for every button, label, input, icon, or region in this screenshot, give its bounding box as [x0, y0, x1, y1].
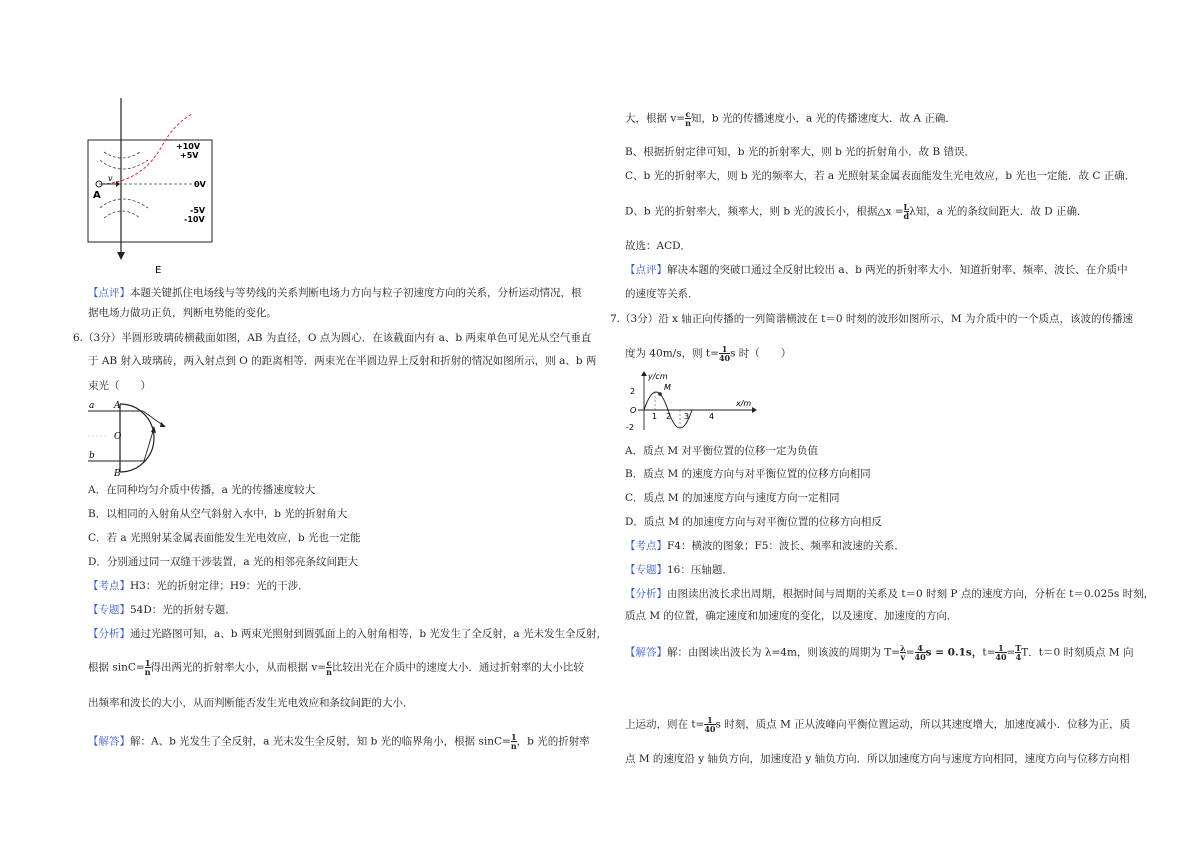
q6-option-a: A．在同种均匀介质中传播，a 光的传播速度较大 [88, 484, 316, 496]
jieda-tag: 【解答】 [88, 735, 130, 748]
comment-line-1 [88, 286, 582, 300]
frac-den: n [144, 667, 151, 677]
zhuanti-tag: 【专题】 [625, 564, 667, 576]
q6-fenxi-1 [88, 627, 607, 641]
label-zero: 0V [194, 180, 206, 189]
jieda-1c: s = 0.1s， [925, 646, 983, 659]
frac-num: λ [900, 643, 906, 653]
right-dianping-2: 的速度等关系． [625, 288, 699, 300]
jieda-tag: 【解答】 [625, 646, 667, 659]
r1-text: 大，根据 v= [625, 112, 686, 125]
kaodian-text: F4：横波的图象；F5：波长、频率和波速的关系． [667, 540, 905, 552]
frac-den: 40 [704, 724, 716, 734]
comment-tag: 【点评】 [88, 287, 130, 299]
frac-den: 40 [995, 652, 1007, 662]
jieda-text-1: 解：A、b 光发生了全反射，a 光未发生全反射，知 b 光的临界角小，根据 sinC= [130, 735, 511, 748]
q7-jieda-1 [625, 644, 1133, 661]
q7-option-a: A．质点 M 对平衡位置的位移一定为负值 [625, 445, 819, 457]
right-line-2: B、根据折射定律可知，b 光的折射率大，则 b 光的折射角小．故 B 错误． [625, 146, 976, 158]
comment-text: 本题关键抓住电场线与等势线的关系判断电场力方向与粒子初速度方向的关系，分析运动情况，根 [130, 287, 582, 299]
fenxi-text-2a: 根据 sinC= [88, 661, 145, 674]
jieda-text-1b: ，b 光的折射率 [516, 735, 590, 748]
zhuanti-text: 54D：光的折射专题． [130, 604, 236, 616]
q7-stem-1: 7.（3分）沿 x 轴正向传播的一列简谐横波在 t＝0 时刻的波形如图所示，M 为介质中的一个质点，该波的传播速 [610, 313, 1133, 325]
label-minus5: -5V [190, 206, 206, 215]
q7-kaodian [625, 539, 905, 553]
q7-option-c: C．质点 M 的加速度方向与速度方向一定相同 [625, 492, 840, 504]
ray-b-label: b [89, 451, 95, 461]
graph-origin-label: O [630, 406, 637, 415]
q6-stem-3: 束光（ ） [88, 380, 151, 392]
graph-ylabel: y/cm [648, 372, 668, 381]
dianping-text-1: 解决本题的突破口通过全反射比较出 a、b 两光的折射率大小．知道折射率、频率、波长、在介质中 [667, 264, 1128, 276]
right-line-1 [625, 110, 956, 127]
zhuanti-text: 16：压轴题． [667, 564, 733, 576]
frac-den: n [510, 741, 517, 751]
r1b-text: 知，b 光的传播速度小，a 光的传播速度大．故 A 正确． [690, 112, 956, 125]
graph-xlabel: x/m [736, 399, 752, 408]
fenxi-text-1: 由图读出波长求出周期，根据时间与周期的关系及 t＝0 时刻 P 点的速度方向，分析在 t＝0.025s 时刻， [667, 588, 1155, 600]
point-a-label: A [114, 401, 121, 411]
q7-stem-2 [625, 345, 791, 362]
frac-den: 4 [1015, 652, 1022, 662]
q6-kaodian [88, 579, 309, 593]
frac-num: c [326, 658, 332, 668]
q7-jieda-2 [625, 716, 1130, 733]
frac-num: L [903, 202, 910, 212]
point-o-label: O [114, 432, 122, 442]
jieda-1a: 解：由图读出波长为 λ=4m，则该波的周期为 T= [667, 646, 901, 659]
right-line-4 [625, 203, 1088, 220]
fraction-1-over-40 [704, 716, 715, 733]
kaodian-text: H3：光的折射定律；H9：光的干涉． [130, 580, 309, 592]
frac-den: n [685, 118, 691, 128]
frac-num: 1 [510, 732, 517, 742]
q7-option-d: D．质点 M 的加速度方向与对平衡位置的位移方向相反 [625, 516, 882, 528]
graph-y2-label: 2 [630, 387, 636, 396]
jieda-1d: t= [982, 646, 996, 659]
graph-m-label: M [664, 383, 671, 392]
q6-stem-1: 6.（3分）半圆形玻璃砖横截面如图，AB 为直径，O 点为圆心．在该截面内有 a、b 两束单色可见光从空气垂直 [73, 332, 592, 344]
graph-yneg2-label: -2 [626, 423, 634, 432]
comment-line-2: 据电场力做功正负，判断电势能的变化。 [88, 307, 277, 319]
frac-num: 4 [915, 644, 926, 653]
frac-den: v [900, 652, 906, 662]
right-dianping-1 [625, 263, 1128, 277]
r4b-text: λ知，a 光的条纹间距大．故 D 正确． [909, 205, 1088, 218]
fenxi-text-1: 通过光路图可知，a、b 两束光照射到圆弧面上的入射角相等，b 光发生了全反射，a 光未发生全反射， [130, 628, 607, 640]
frac-den: d [903, 211, 910, 221]
r4-text: D、b 光的折射率大，频率大，则 b 光的波长小，根据△x = [625, 205, 904, 218]
frac-den: 40 [718, 353, 731, 363]
label-plus5: +5V [180, 151, 199, 160]
frac-num: c [685, 109, 691, 119]
point-b-label: B [114, 469, 121, 478]
kaodian-tag: 【考点】 [88, 580, 130, 592]
graph-x3-label: 3 [684, 412, 690, 421]
electric-field-figure [82, 96, 222, 282]
jieda-2a: 上运动，则在 t= [625, 718, 705, 731]
q7-stem-2a: 度为 40m/s，则 t= [625, 347, 719, 360]
frac-den: n [326, 667, 332, 677]
right-line-5: 故选：ACD． [625, 240, 692, 252]
dianping-tag: 【点评】 [625, 264, 667, 276]
q6-option-c: C．若 a 光照射某金属表面能发生光电效应，b 光也一定能 [88, 532, 361, 544]
label-e-field: E [155, 265, 162, 276]
q7-jieda-3: 点 M 的速度沿 y 轴负方向，加速度沿 y 轴负方向．所以加速度方向与速度方向相同，速度方向与位移方向相 [625, 753, 1130, 765]
fenxi-tag: 【分析】 [625, 588, 667, 600]
ray-a-label: a [89, 401, 95, 411]
graph-x2-label: 2 [666, 412, 672, 421]
q7-option-b: B．质点 M 的速度方向与对平衡位置的位移方向相同 [625, 468, 871, 480]
q6-option-b: B．以相同的入射角从空气斜射入水中，b 光的折射角大 [88, 508, 348, 520]
graph-x4-label: 4 [709, 412, 715, 421]
jieda-1f: T．t＝0 时刻质点 M 向 [1021, 646, 1134, 659]
label-v: v [108, 174, 113, 183]
q6-stem-2: 于 AB 射入玻璃砖，两入射点到 O 的距离相等．两束光在半圆边界上反射和折射的情况如图所示，则 a、b 两 [88, 355, 597, 367]
label-minus10: -10V [184, 215, 205, 224]
frac-num: 1 [719, 345, 730, 354]
frac-num: 1 [995, 644, 1006, 653]
q6-zhuanti [88, 603, 236, 617]
fraction-1-over-40 [995, 644, 1006, 661]
q6-option-d: D．分别通过同一双缝干涉装置，a 光的相邻亮条纹间距大 [88, 556, 359, 568]
q7-stem-2b: s 时（ ） [730, 347, 792, 360]
q7-fenxi-1 [625, 587, 1154, 601]
fenxi-tag: 【分析】 [88, 628, 130, 640]
jieda-1e: = [1006, 646, 1016, 659]
kaodian-tag: 【考点】 [625, 540, 667, 552]
frac-num: 1 [704, 716, 715, 725]
frac-num: 1 [144, 658, 151, 668]
q7-zhuanti [625, 563, 733, 577]
fenxi-text-2c: 比较出光在介质中的速度大小．通过折射率的大小比较 [331, 661, 584, 674]
fraction-1-over-40 [719, 345, 730, 362]
graph-x1-label: 1 [652, 412, 658, 421]
semicircle-glass-figure [86, 398, 180, 478]
fenxi-text-2b: 得出两光的折射率大小，从而根据 v= [150, 661, 327, 674]
q6-jieda-1 [88, 733, 590, 750]
wave-graph-figure [624, 370, 764, 434]
q6-fenxi-3: 出频率和波长的大小，从而判断能否发生光电效应和条纹间距的大小． [88, 697, 414, 709]
q7-fenxi-2: 质点 M 的位置，确定速度和加速度的变化，以及速度、加速度的方向． [625, 610, 958, 622]
q6-fenxi-2 [88, 659, 584, 676]
zhuanti-tag: 【专题】 [88, 604, 130, 616]
label-plus10: +10V [176, 142, 201, 151]
right-line-3: C、b 光的折射率大，则 b 光的频率大，若 a 光照射某金属表面能发生光电效应，b 光也一定能．故 C 正确． [625, 170, 1136, 182]
fraction-4-over-40 [915, 644, 926, 661]
label-a-point: A [93, 190, 101, 201]
jieda-2b: s 时刻，质点 M 正从波峰向平衡位置运动，所以其速度增大，加速度减小．位移为正，质 [715, 718, 1131, 731]
frac-den: 40 [914, 652, 926, 662]
jieda-1b: = [905, 646, 915, 659]
frac-num: T [1015, 643, 1022, 653]
